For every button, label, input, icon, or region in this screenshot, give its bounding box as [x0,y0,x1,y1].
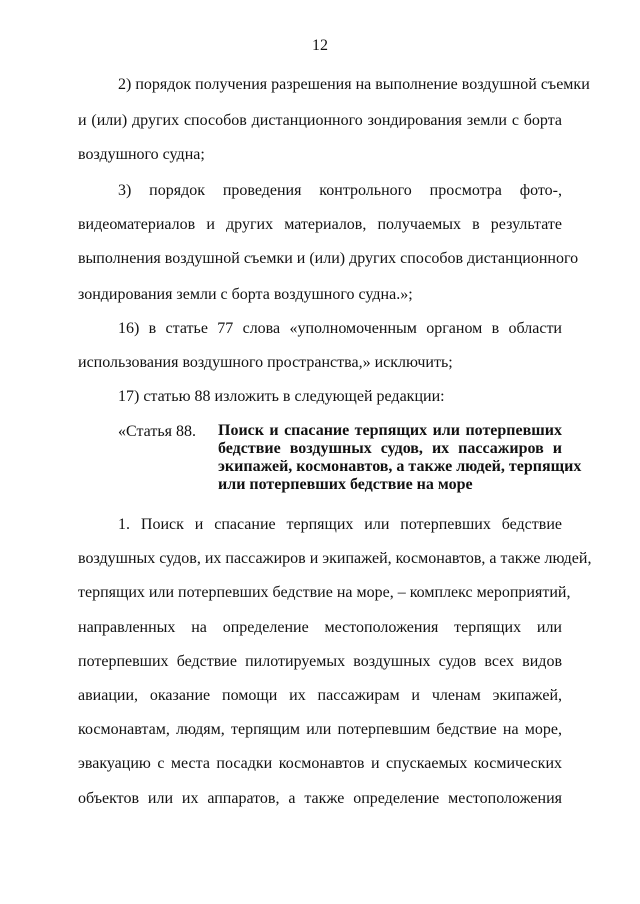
paragraph-line: выполнения воздушной съемки и (или) других способов дистанционного [78,250,579,267]
article-title-line: экипажей, космонавтов, а также людей, терпящих [218,458,582,475]
article-label: «Статья 88. [118,423,196,440]
paragraph-line: видеоматериалов и других материалов, получаемых в результате [78,216,562,233]
body-line: воздушных судов, их пассажиров и экипажей, космонавтов, а также людей, [78,550,592,567]
paragraph-line: и (или) других способов дистанционного зондирования земли с борта [78,112,562,129]
paragraph-line: 2) порядок получения разрешения на выполнение воздушной съемки [118,76,590,93]
body-line: космонавтам, людям, терпящим или потерпевшим бедствие на море, [78,721,562,738]
body-line: потерпевших бедствие пилотируемых воздушных судов всех видов [78,653,562,670]
body-line: эвакуацию с места посадки космонавтов и спускаемых космических [78,755,562,772]
body-line: терпящих или потерпевших бедствие на море, – комплекс мероприятий, [78,584,571,601]
paragraph-line: 3) порядок проведения контрольного просмотра фото-, [118,182,562,199]
paragraph-line: 17) статью 88 изложить в следующей редакции: [118,388,445,405]
paragraph-line: 16) в статье 77 слова «уполномоченным органом в области [118,320,562,337]
article-title-line: Поиск и спасание терпящих или потерпевших [218,422,562,439]
body-line: авиации, оказание помощи их пассажирам и членам экипажей, [78,687,562,704]
paragraph-line: использования воздушного пространства,» исключить; [78,354,453,371]
article-title-line: бедствие воздушных судов, их пассажиров и [218,440,562,457]
paragraph-line: зондирования земли с борта воздушного судна.»; [78,286,413,303]
article-title-line: или потерпевших бедствие на море [218,476,473,493]
body-line: 1. Поиск и спасание терпящих или потерпевших бедствие [118,516,562,533]
paragraph-line: воздушного судна; [78,146,205,163]
body-line: направленных на определение местоположения терпящих или [78,619,562,636]
page-number: 12 [312,37,328,54]
body-line: объектов или их аппаратов, а также определение местоположения [78,790,562,807]
